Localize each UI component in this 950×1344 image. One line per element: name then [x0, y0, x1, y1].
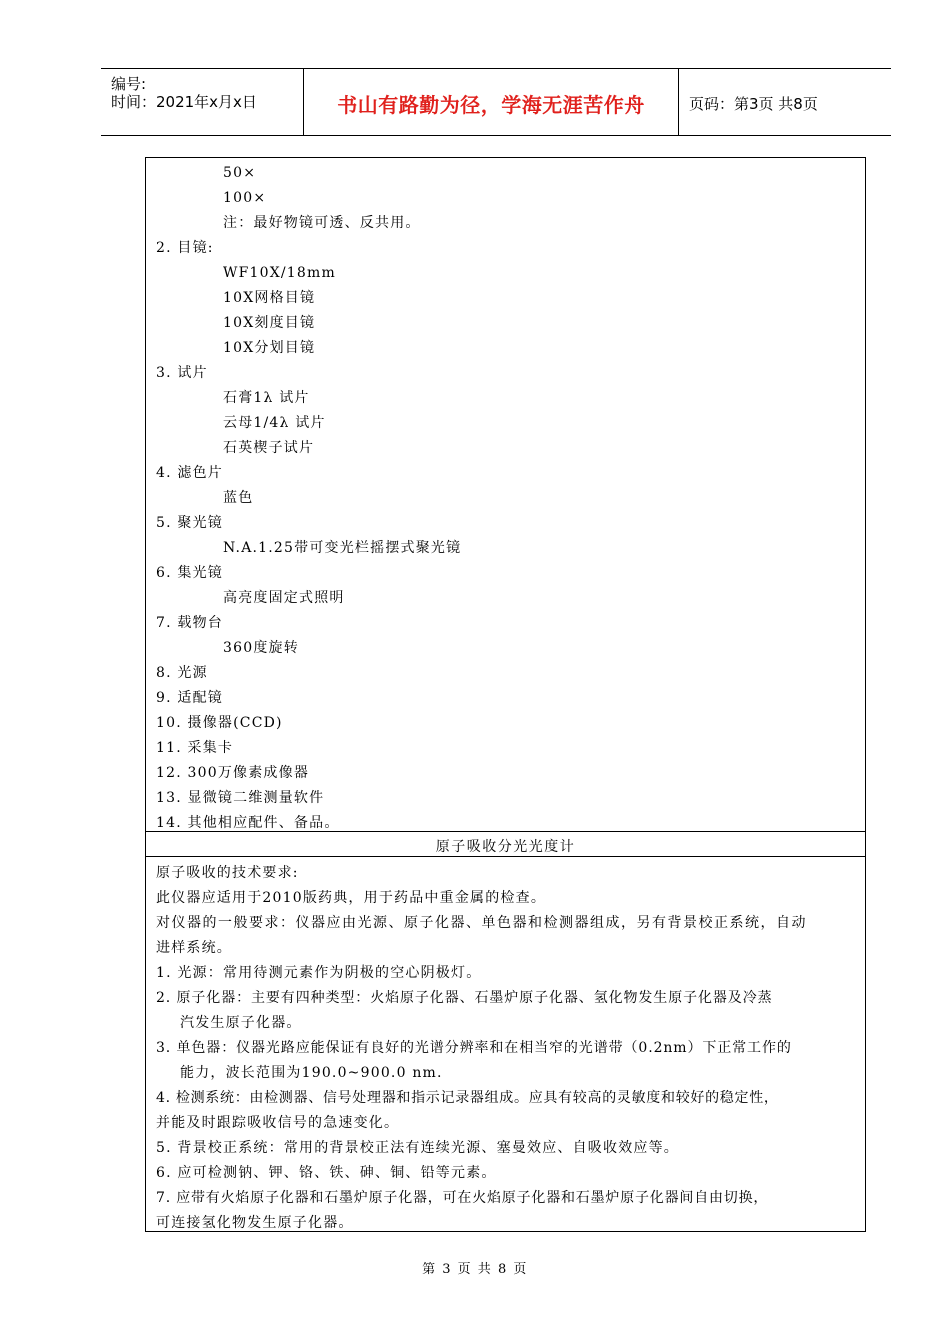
list-line: 4. 滤色片: [156, 465, 224, 481]
aas-line: 进样系统。: [156, 940, 232, 956]
list-line: 11. 采集卡: [156, 740, 234, 756]
aas-line: 此仪器应适用于2010版药典，用于药品中重金属的检查。: [156, 890, 547, 906]
header-meta-cell: [101, 69, 304, 135]
list-line: 10X分划目镜: [223, 340, 316, 356]
aas-line: 1. 光源：常用待测元素作为阴极的空心阴极灯。: [156, 965, 482, 981]
list-line: 10X网格目镜: [223, 290, 316, 306]
list-line: 蓝色: [223, 490, 254, 506]
list-line: 14. 其他相应配件、备品。: [156, 815, 340, 831]
page-footer: 第 3 页 共 8 页: [422, 1262, 528, 1277]
header-motto: 书山有路勤为径，学海无涯苦作舟: [337, 93, 645, 117]
aas-line: 能力，波长范围为190.0~900.0 nm.: [180, 1065, 443, 1081]
document-time-label: 时间：2021年x月x日: [111, 93, 257, 111]
list-line: 注：最好物镜可透、反共用。: [223, 215, 421, 231]
row-divider: [146, 856, 865, 857]
aas-line: 3. 单色器：仪器光路应能保证有良好的光谱分辨率和在相当窄的光谱带（0.2nm）下正常工作的: [156, 1040, 792, 1056]
aas-line: 原子吸收的技术要求:: [156, 865, 299, 881]
list-line: 13. 显微镜二维测量软件: [156, 790, 325, 806]
list-line: 石英楔子试片: [223, 440, 315, 456]
list-line: 10X刻度目镜: [223, 315, 316, 331]
aas-line: 对仪器的一般要求：仪器应由光源、原子化器、单色器和检测器组成，另有背景校正系统，自动: [156, 915, 807, 931]
page-header: [101, 68, 891, 136]
aas-line: 2. 原子化器：主要有四种类型：火焰原子化器、石墨炉原子化器、氢化物发生原子化器及冷蒸: [156, 990, 773, 1006]
list-line: 石膏1λ 试片: [223, 390, 310, 406]
aas-line: 6. 应可检测钠、钾、铬、铁、砷、铜、铅等元素。: [156, 1165, 497, 1181]
list-line: 2. 目镜:: [156, 240, 214, 256]
aas-line: 4. 检测系统：由检测器、信号处理器和指示记录器组成。应具有较高的灵敏度和较好的稳定性，: [156, 1090, 779, 1106]
list-line: 360度旋转: [223, 640, 299, 656]
section-title: 原子吸收分光光度计: [435, 839, 576, 855]
list-line: 3. 试片: [156, 365, 208, 381]
header-page-number: 页码：第3页 共8页: [689, 95, 818, 113]
list-line: 10. 摄像器(CCD): [156, 715, 283, 731]
aas-line: 可连接氢化物发生原子化器。: [156, 1215, 354, 1231]
list-line: 高亮度固定式照明: [223, 590, 345, 606]
aas-line: 汽发生原子化器。: [180, 1015, 302, 1031]
aas-line: 并能及时跟踪吸收信号的急速变化。: [156, 1115, 400, 1131]
list-line: 12. 300万像素成像器: [156, 765, 310, 781]
list-line: 100×: [223, 190, 267, 206]
list-line: 7. 载物台: [156, 615, 224, 631]
row-divider: [146, 831, 865, 832]
header-motto-cell: [304, 69, 679, 135]
aas-line: 5. 背景校正系统：常用的背景校正法有连续光源、塞曼效应、自吸收效应等。: [156, 1140, 680, 1156]
list-line: WF10X/18mm: [223, 265, 336, 281]
list-line: 云母1/4λ 试片: [223, 415, 326, 431]
spec-table: [145, 157, 866, 1232]
aas-line: 7. 应带有火焰原子化器和石墨炉原子化器，可在火焰原子化器和石墨炉原子化器间自由切换，: [156, 1190, 769, 1206]
list-line: 6. 集光镜: [156, 565, 224, 581]
header-page-cell: [679, 69, 891, 135]
list-line: 5. 聚光镜: [156, 515, 224, 531]
list-line: 8. 光源: [156, 665, 208, 681]
document-code-label: 编号:: [111, 75, 147, 93]
list-line: 50×: [223, 165, 257, 181]
list-line: N.A.1.25带可变光栏摇摆式聚光镜: [223, 540, 462, 556]
list-line: 9. 适配镜: [156, 690, 224, 706]
